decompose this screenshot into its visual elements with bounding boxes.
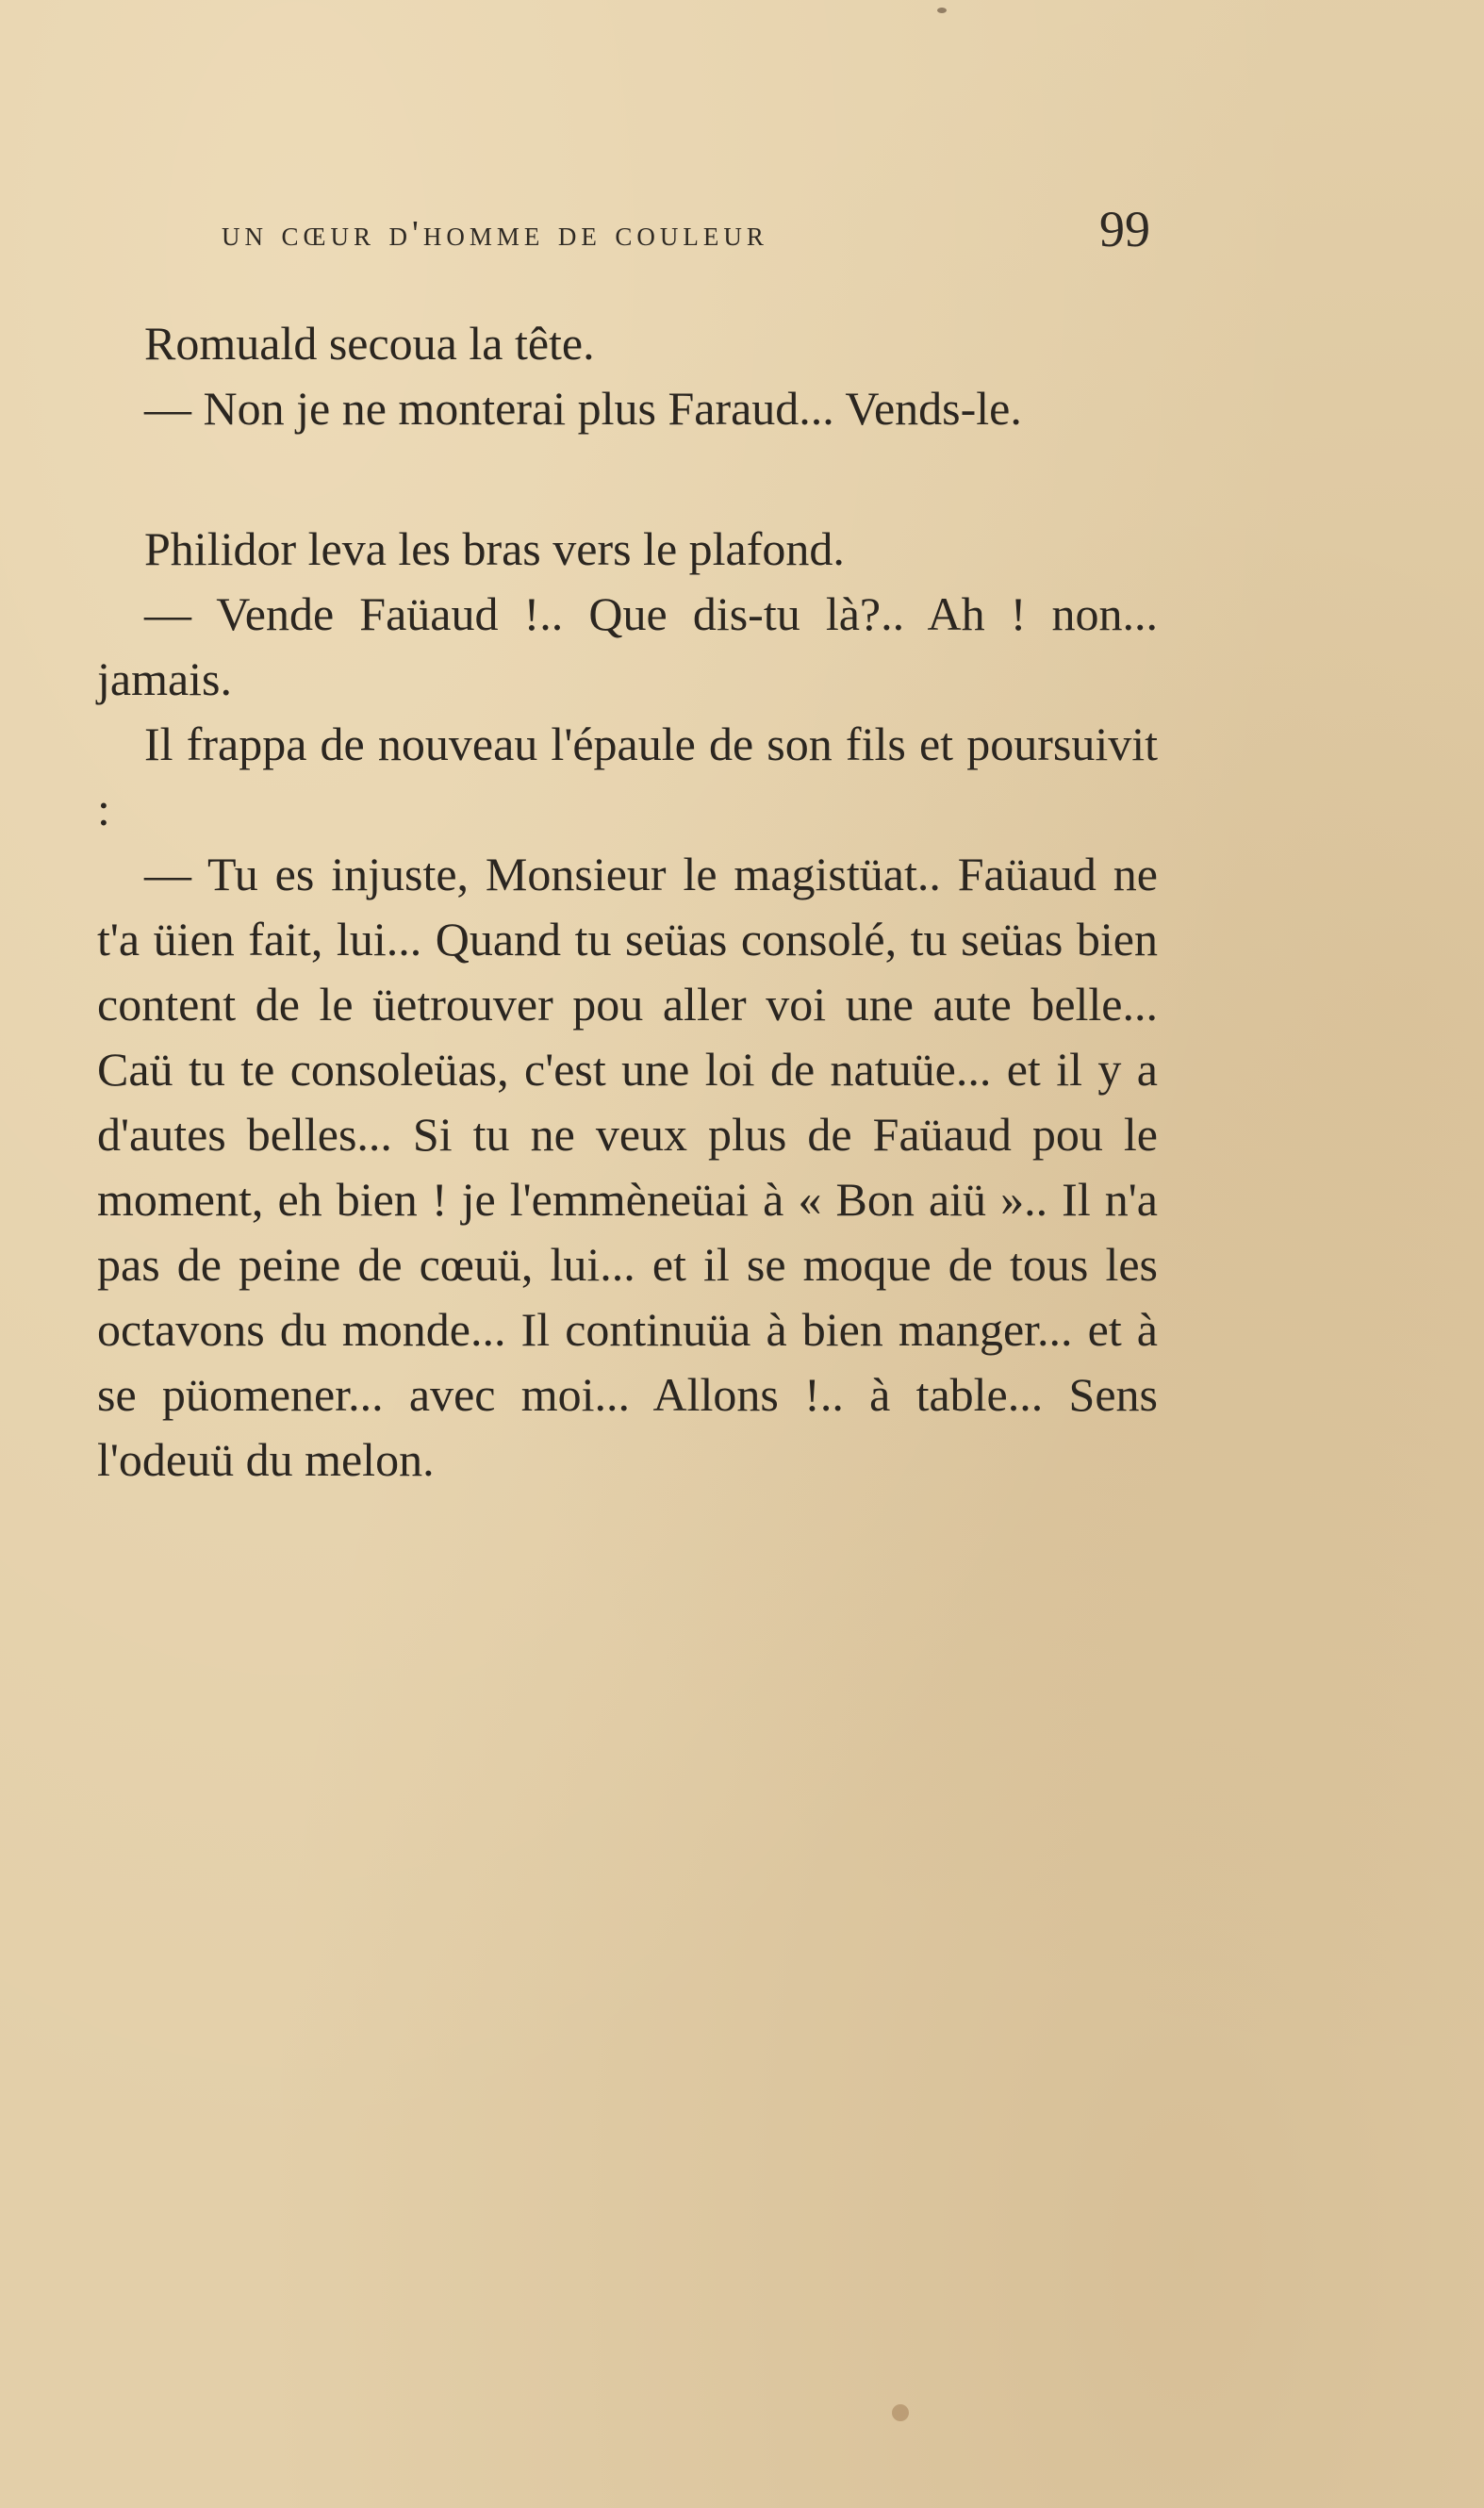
paragraph: Romuald secoua la tête. [144, 317, 595, 370]
running-header [222, 200, 1150, 256]
paper-stain [892, 2404, 909, 2421]
paragraph: — Tu es injuste, Monsieur le magistüat.. Faüaud ne t'a üien fait, lui... Quand tu seüas consolé, tu seüas bien content de le üetrouver pou aller voi une aute belle... Caü tu te consoleüas, c'est une loi de natuüe... et il y a d'autes belles... Si tu ne veux plus de Faüaud pou le moment, eh bien ! je l'emmèneüai à « Bon aiü ».. Il n'a pas de peine de cœuü, lui... et il se moque de tous les octavons du monde... Il continuüa à bien manger... et à se püomener... avec moi... Allons !.. à table... Sens l'odeuü du melon. [97, 848, 1158, 1486]
body-text [97, 311, 1158, 1493]
running-title: un cœur d'homme de couleur [222, 214, 768, 254]
paragraph: — Non je ne monterai plus Faraud... Vends-le. [144, 382, 1022, 435]
paragraph: Philidor leva les bras vers le plafond. [144, 522, 845, 575]
paragraph: — Vende Faüaud !.. Que dis-tu là?.. Ah ! non... jamais. [97, 587, 1158, 705]
section-gap [97, 441, 1158, 517]
ink-speck [937, 8, 947, 13]
paragraph: Il frappa de nouveau l'épaule de son fils et poursuivit : [97, 718, 1158, 835]
page-number: 99 [1099, 201, 1150, 257]
